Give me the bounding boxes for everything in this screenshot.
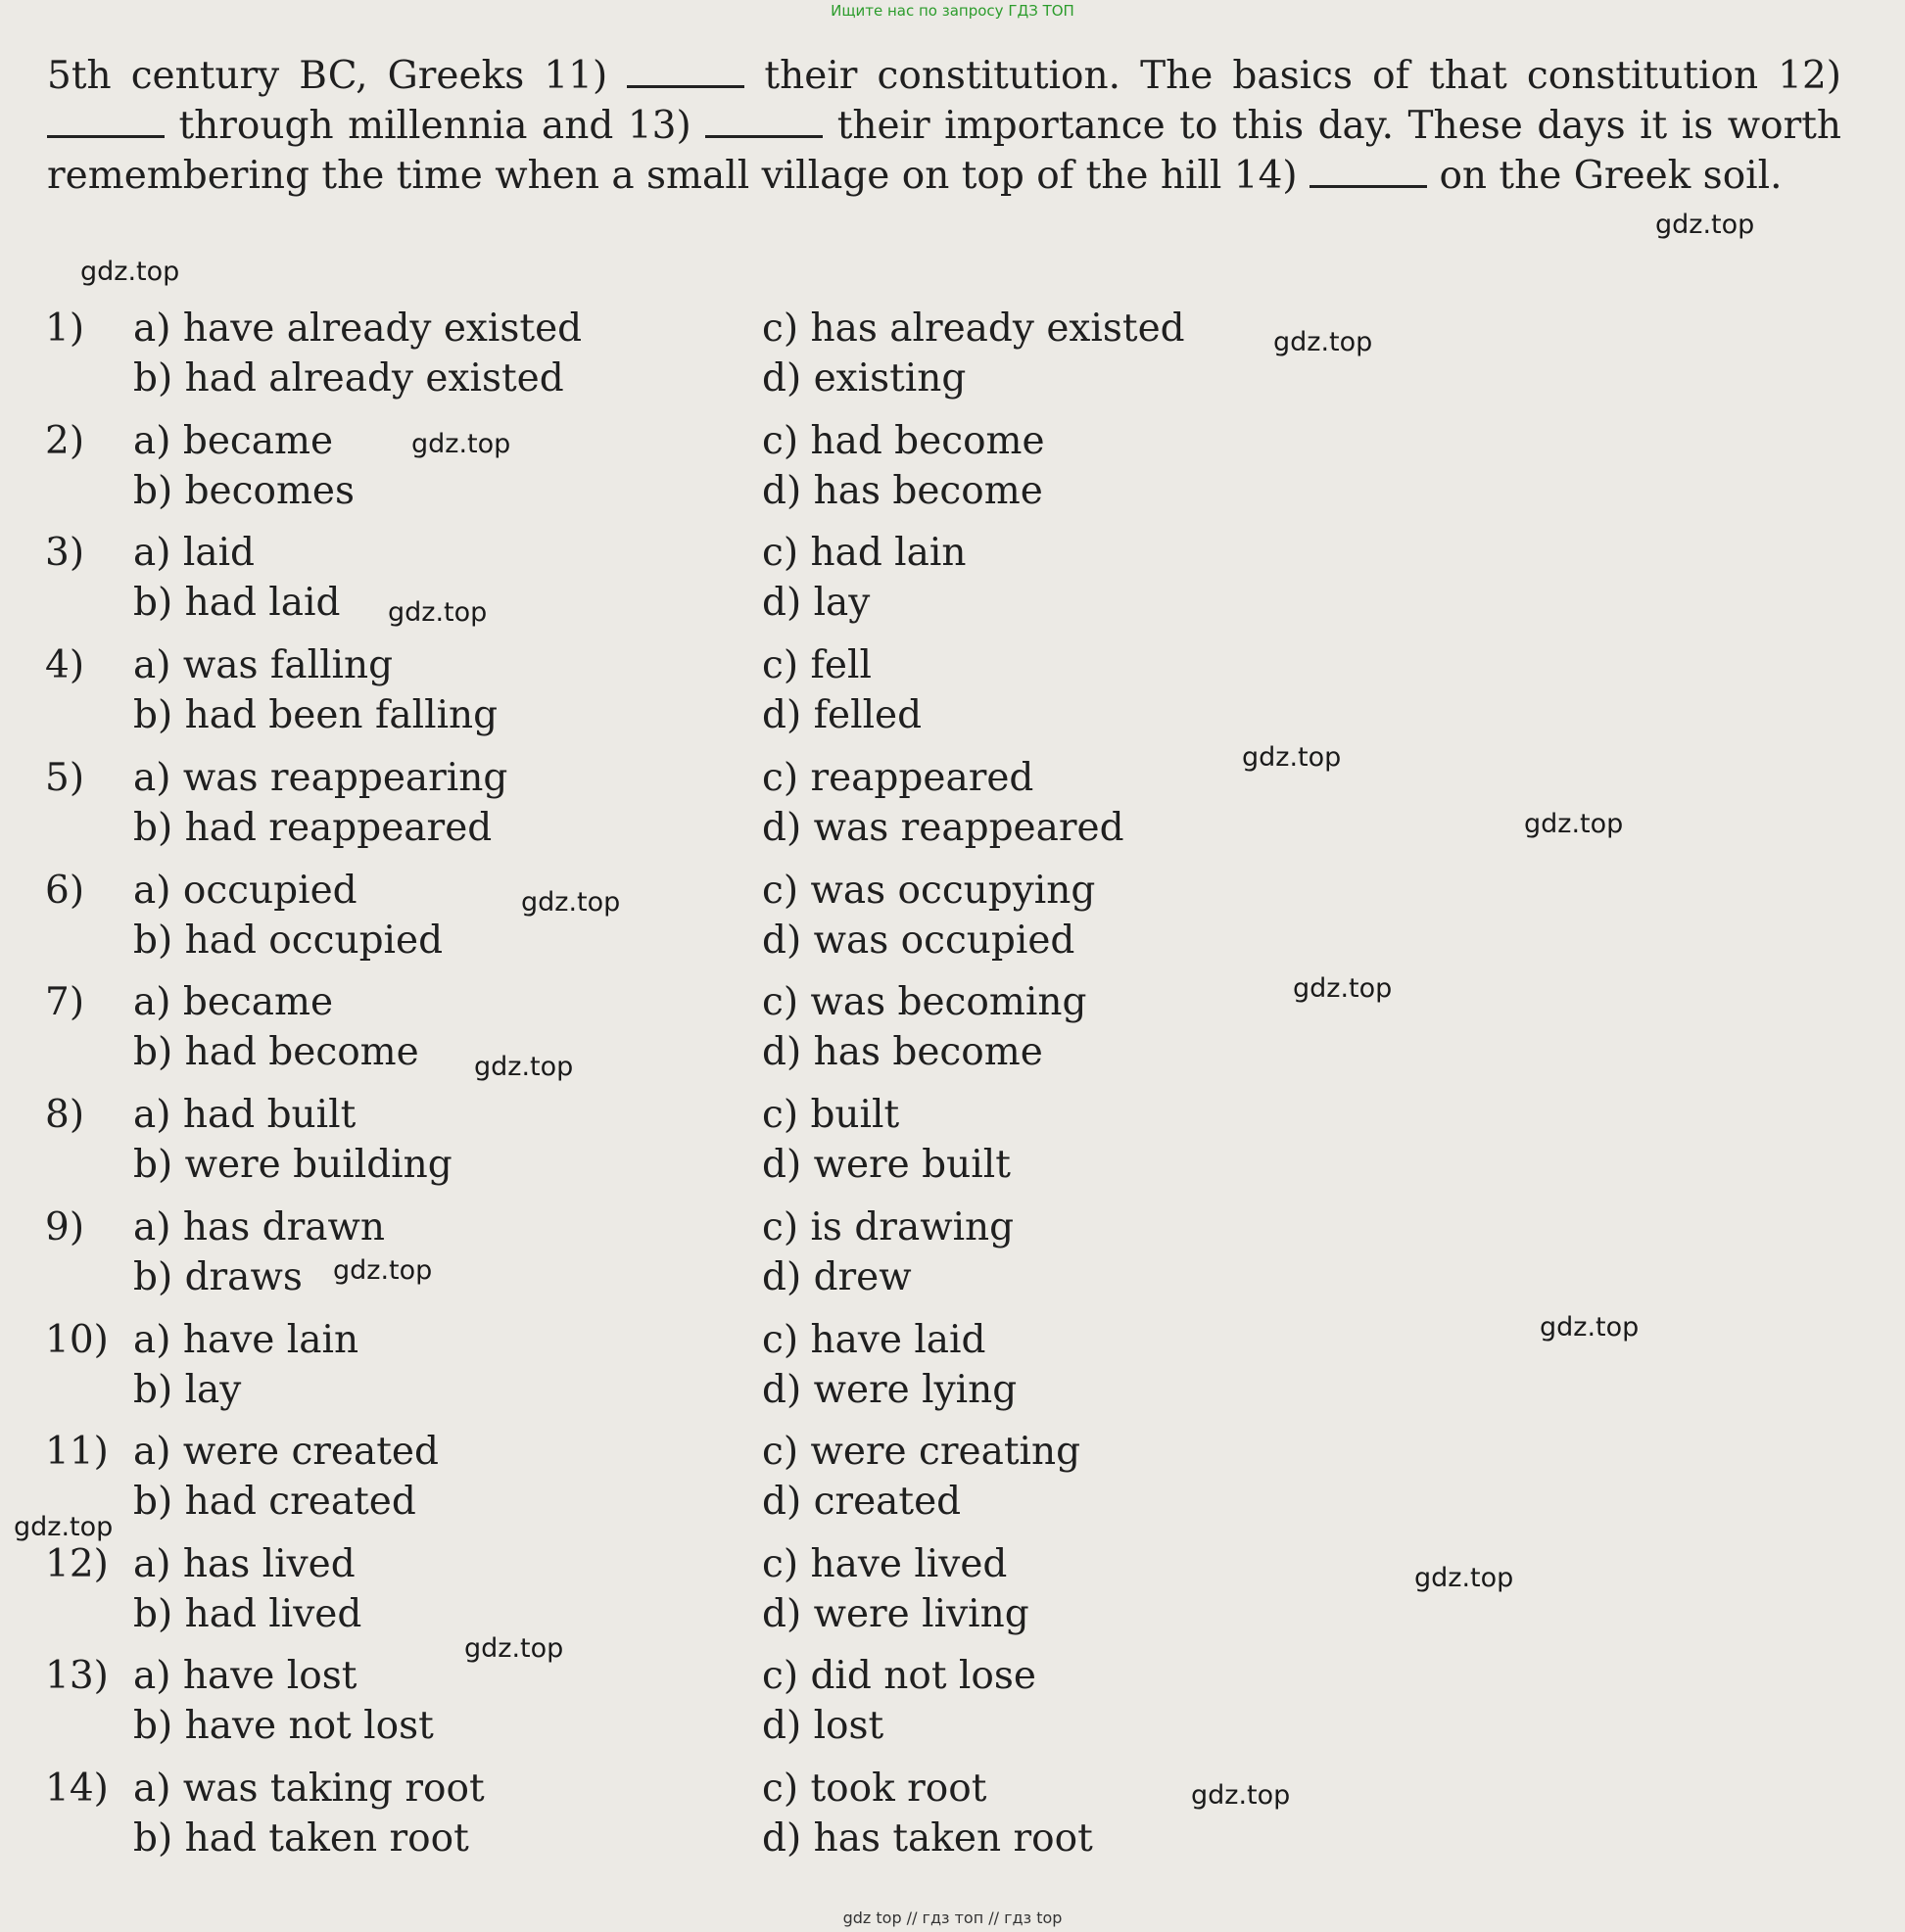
option-a[interactable]: a) was taking root [133, 1767, 485, 1811]
watermark[interactable]: gdz.top [80, 257, 180, 287]
option-c[interactable]: c) was becoming [762, 980, 1087, 1024]
footer-banner[interactable]: gdz top // гдз топ // гдз top [842, 1908, 1063, 1927]
option-d[interactable]: d) were lying [762, 1368, 1018, 1412]
watermark[interactable]: gdz.top [1524, 809, 1624, 839]
option-c[interactable]: c) had lain [762, 531, 967, 575]
option-a[interactable]: a) was reappearing [133, 756, 508, 800]
question-number: 13) [45, 1654, 109, 1698]
passage-text-1: 5th century BC, Greeks 11) [47, 54, 608, 98]
question-row-7 [0, 977, 1905, 1077]
option-d[interactable]: d) lay [762, 581, 871, 625]
watermark[interactable]: gdz.top [1273, 327, 1373, 357]
option-b[interactable]: b) had become [133, 1030, 419, 1074]
option-b[interactable]: b) draws [133, 1255, 303, 1299]
option-b[interactable]: b) had been falling [133, 693, 499, 737]
question-row-14 [0, 1764, 1905, 1863]
option-d[interactable]: d) drew [762, 1255, 912, 1299]
option-d[interactable]: d) has become [762, 469, 1043, 513]
option-b[interactable]: b) had taken root [133, 1816, 469, 1861]
question-number: 14) [45, 1767, 109, 1811]
option-c[interactable]: c) did not lose [762, 1654, 1036, 1698]
option-b[interactable]: b) had already existed [133, 356, 564, 401]
watermark[interactable]: gdz.top [1414, 1563, 1514, 1593]
option-b[interactable]: b) had lived [133, 1592, 362, 1636]
option-a[interactable]: a) has lived [133, 1542, 356, 1586]
question-number: 1) [45, 306, 85, 351]
option-d[interactable]: d) was reappeared [762, 806, 1124, 850]
question-number: 6) [45, 869, 85, 913]
question-number: 5) [45, 756, 85, 800]
watermark[interactable]: gdz.top [388, 597, 488, 628]
option-a[interactable]: a) became [133, 419, 334, 463]
question-row-6 [0, 866, 1905, 966]
option-c[interactable]: c) built [762, 1093, 900, 1137]
option-c[interactable]: c) were creating [762, 1430, 1081, 1474]
option-c[interactable]: c) have lived [762, 1542, 1008, 1586]
option-c[interactable]: c) had become [762, 419, 1045, 463]
question-row-3 [0, 528, 1905, 628]
option-b[interactable]: b) lay [133, 1368, 242, 1412]
option-a[interactable]: a) has drawn [133, 1205, 386, 1249]
option-c[interactable]: c) was occupying [762, 869, 1096, 913]
question-number: 11) [45, 1430, 109, 1474]
question-number: 9) [45, 1205, 85, 1249]
option-a[interactable]: a) have already existed [133, 306, 583, 351]
passage-text-5: on the Greek soil. [1439, 154, 1783, 198]
question-row-11 [0, 1427, 1905, 1527]
option-d[interactable]: d) has taken root [762, 1816, 1093, 1861]
blank-12 [47, 106, 165, 138]
option-a[interactable]: a) have lost [133, 1654, 357, 1698]
watermark[interactable]: gdz.top [411, 429, 511, 459]
blank-11 [627, 56, 744, 88]
watermark[interactable]: gdz.top [1655, 210, 1755, 240]
question-number: 4) [45, 643, 85, 687]
question-number: 8) [45, 1093, 85, 1137]
question-row-9 [0, 1202, 1905, 1302]
option-b[interactable]: b) had created [133, 1480, 416, 1524]
option-a[interactable]: a) were created [133, 1430, 439, 1474]
option-c[interactable]: c) fell [762, 643, 872, 687]
option-b[interactable]: b) becomes [133, 469, 356, 513]
blank-14 [1310, 156, 1427, 188]
option-a[interactable]: a) laid [133, 531, 256, 575]
option-b[interactable]: b) had laid [133, 581, 341, 625]
question-row-4 [0, 640, 1905, 740]
watermark[interactable]: gdz.top [1242, 742, 1342, 773]
option-b[interactable]: b) were building [133, 1143, 452, 1187]
watermark[interactable]: gdz.top [14, 1512, 114, 1542]
question-number: 2) [45, 419, 85, 463]
watermark[interactable]: gdz.top [521, 887, 621, 918]
option-d[interactable]: d) lost [762, 1704, 884, 1748]
passage-text-3: through millennia and 13) [178, 104, 691, 148]
option-b[interactable]: b) had occupied [133, 919, 444, 963]
option-d[interactable]: d) has become [762, 1030, 1043, 1074]
question-number: 12) [45, 1542, 109, 1586]
question-row-12 [0, 1539, 1905, 1639]
option-d[interactable]: d) were living [762, 1592, 1029, 1636]
watermark[interactable]: gdz.top [1191, 1780, 1291, 1811]
watermark[interactable]: gdz.top [1540, 1312, 1640, 1343]
passage-text-2: their constitution. The basics of that constitution 12) [764, 54, 1841, 98]
option-d[interactable]: d) were built [762, 1143, 1011, 1187]
option-a[interactable]: a) was falling [133, 643, 394, 687]
passage-text-4: their importance to this day. These days it is worth remembering the time when a small village on top of the hill 14) [47, 104, 1841, 198]
header-banner[interactable]: Ищите нас по запросу ГДЗ ТОП [831, 2, 1074, 20]
blank-13 [705, 106, 823, 138]
option-d[interactable]: d) felled [762, 693, 923, 737]
option-b[interactable]: b) had reappeared [133, 806, 493, 850]
question-row-2 [0, 416, 1905, 516]
option-a[interactable]: a) had built [133, 1093, 357, 1137]
option-c[interactable]: c) reappeared [762, 756, 1034, 800]
option-a[interactable]: a) became [133, 980, 334, 1024]
option-c[interactable]: c) is drawing [762, 1205, 1015, 1249]
option-d[interactable]: d) created [762, 1480, 962, 1524]
question-number: 3) [45, 531, 85, 575]
watermark[interactable]: gdz.top [333, 1255, 433, 1286]
watermark[interactable]: gdz.top [474, 1052, 574, 1082]
question-row-1 [0, 304, 1905, 403]
option-b[interactable]: b) have not lost [133, 1704, 434, 1748]
option-d[interactable]: d) existing [762, 356, 967, 401]
option-a[interactable]: a) occupied [133, 869, 357, 913]
question-row-13 [0, 1651, 1905, 1751]
watermark[interactable]: gdz.top [1293, 973, 1393, 1004]
option-c[interactable]: c) took root [762, 1767, 987, 1811]
question-number: 7) [45, 980, 85, 1024]
option-c[interactable]: c) has already existed [762, 306, 1185, 351]
passage-paragraph [47, 51, 1841, 201]
option-a[interactable]: a) have lain [133, 1318, 359, 1362]
question-number: 10) [45, 1318, 109, 1362]
question-row-8 [0, 1090, 1905, 1190]
watermark[interactable]: gdz.top [464, 1633, 564, 1664]
option-c[interactable]: c) have laid [762, 1318, 986, 1362]
option-d[interactable]: d) was occupied [762, 919, 1075, 963]
